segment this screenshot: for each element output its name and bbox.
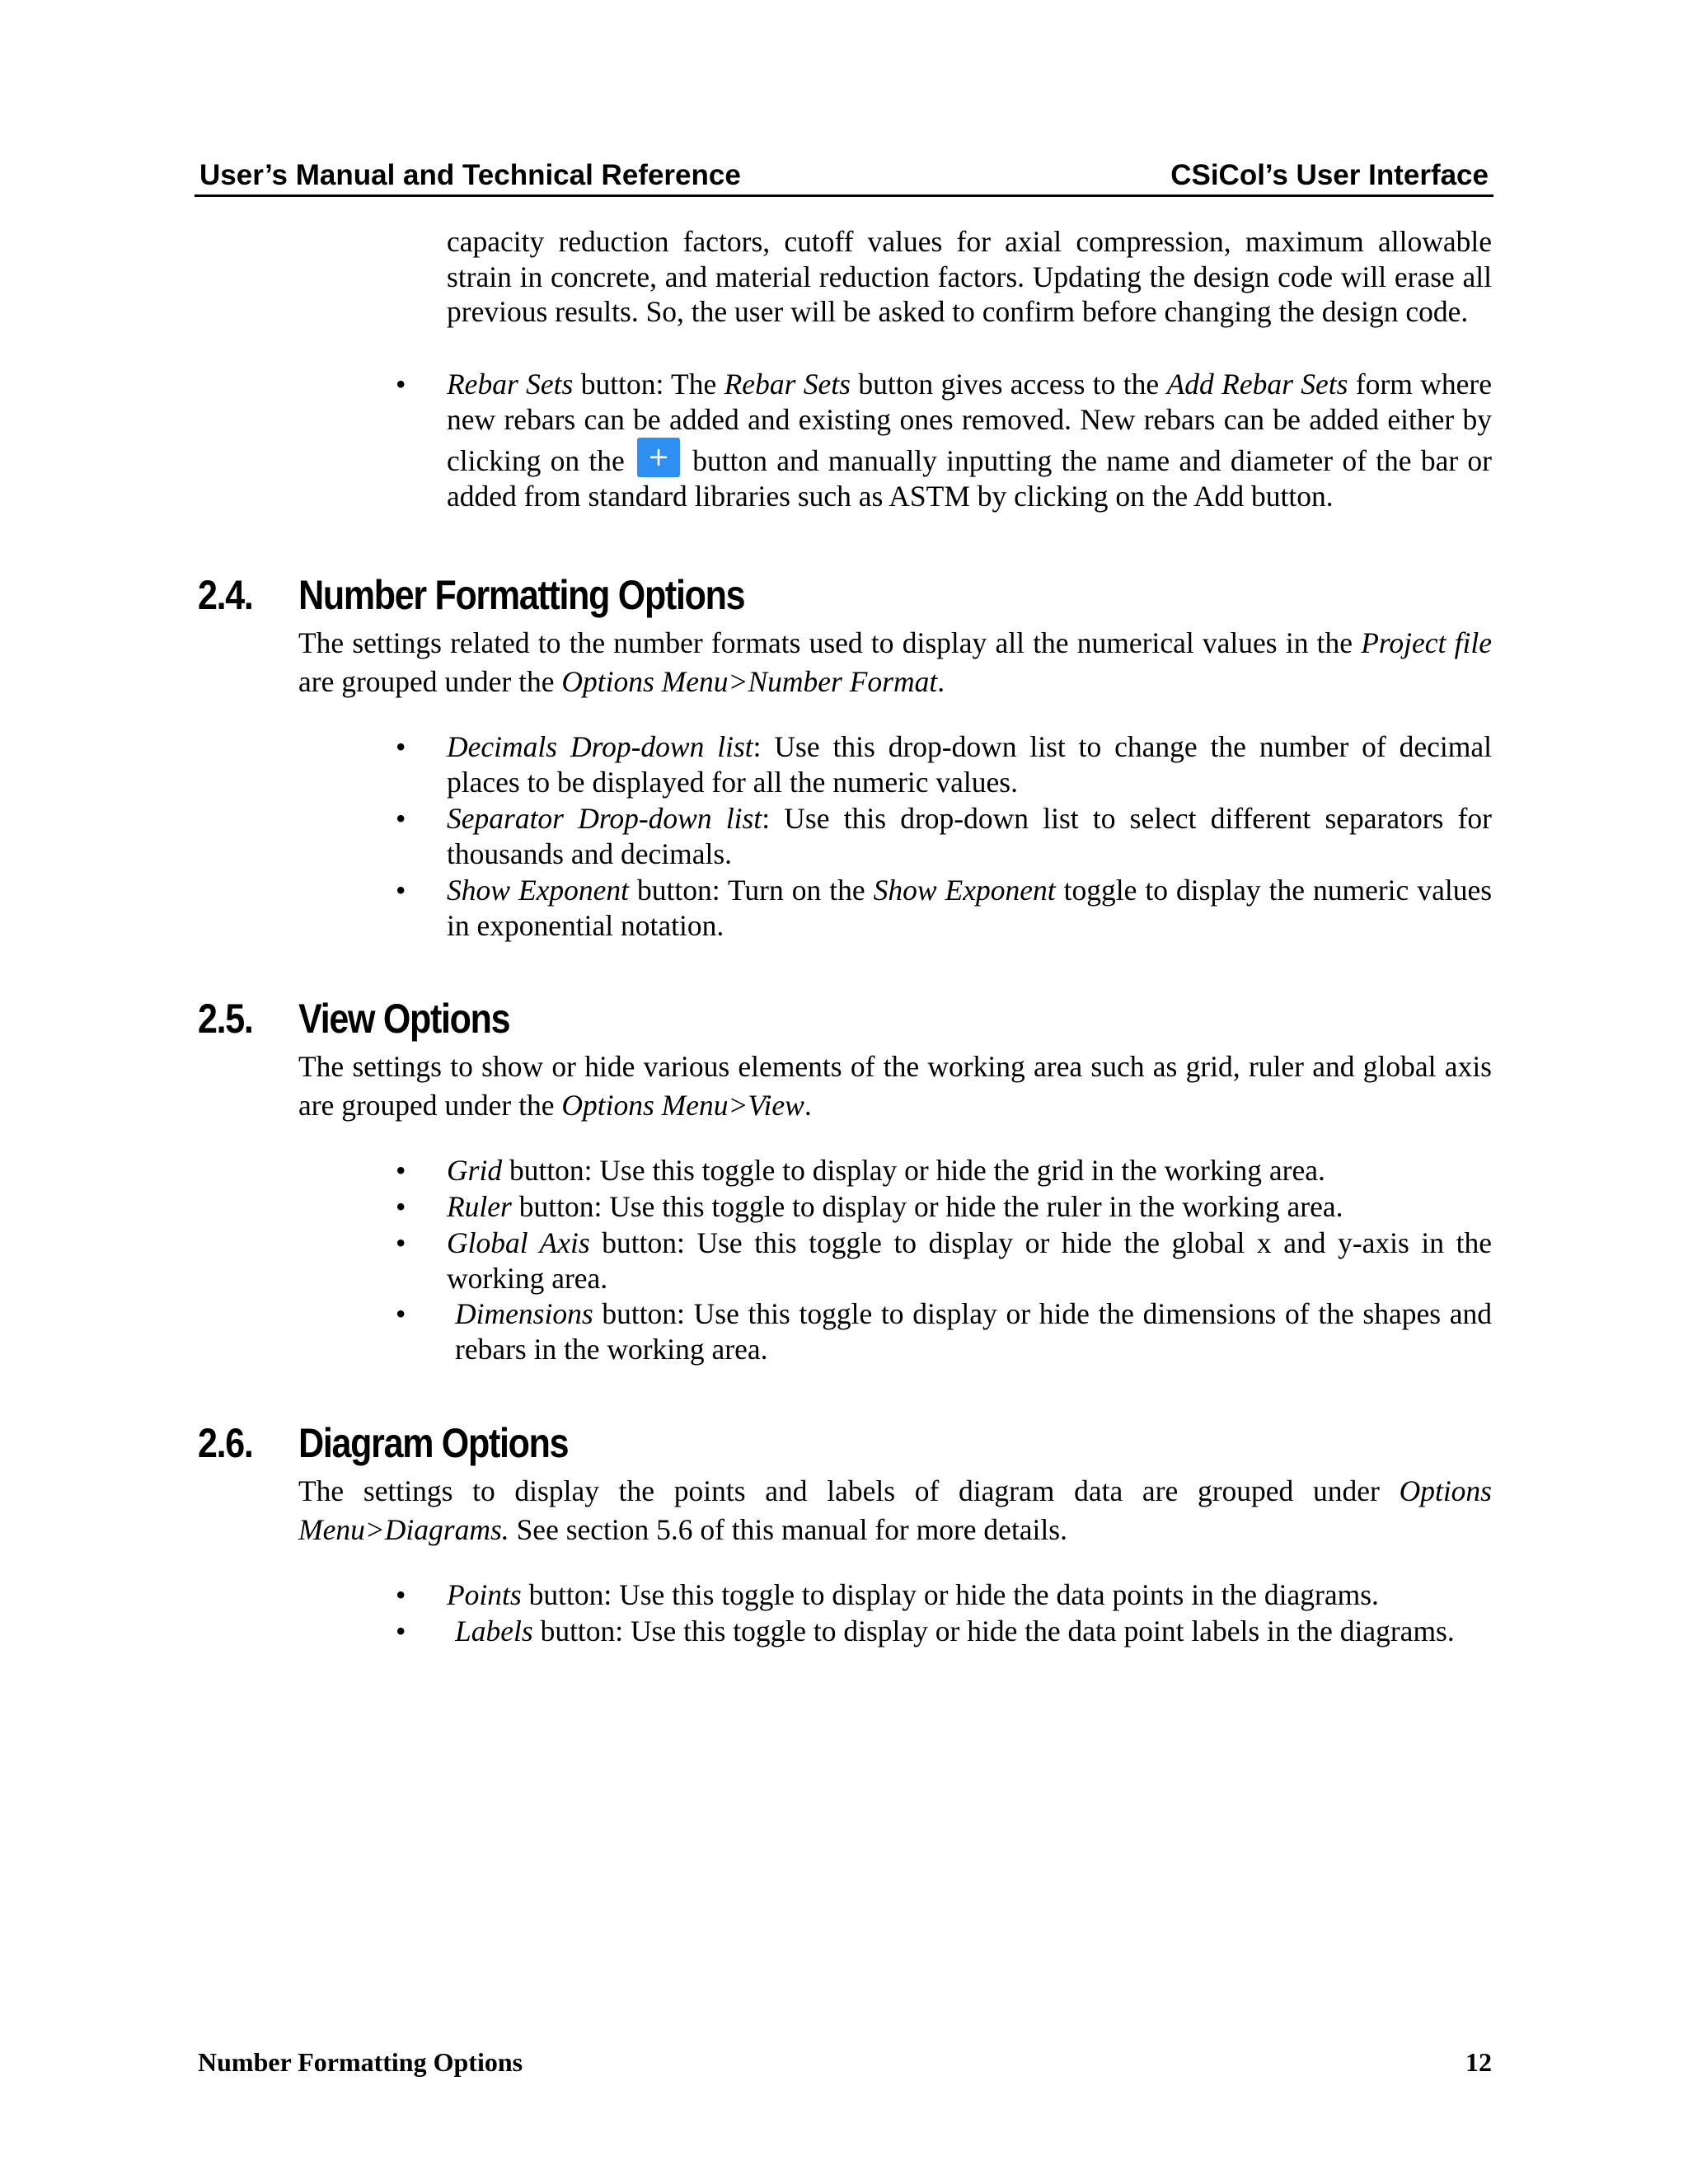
running-header (195, 157, 1493, 197)
list-item-text: Global Axis button: Use this toggle to display or hide the global x and y-axis in the working area. (447, 1226, 1492, 1295)
bullet-icon: • (396, 1226, 406, 1259)
section-number: 2.5. (198, 996, 253, 1042)
list-item-text: Points button: Use this toggle to display or hide the data points in the diagrams. (447, 1578, 1379, 1611)
list-item-text: Separator Drop-down list: Use this drop-down list to select different separators for thousands and decimals. (447, 802, 1492, 870)
section-heading-view-options (198, 994, 509, 1043)
term-rebar-sets: Rebar Sets (447, 368, 574, 401)
header-manual-title: User’s Manual and Technical Reference (199, 159, 741, 191)
section-intro-number-formatting: The settings related to the number formats used to display all the numerical values in the Project file are grouped under the Options Menu>Number Format. (298, 626, 1492, 698)
header-chapter-title: CSiCol’s User Interface (1170, 159, 1489, 191)
rebar-sets-description: Rebar Sets button: The Rebar Sets button gives access to the Add Rebar Sets form where new rebars can be added and existing ones removed. New rebars can be added either by clicking on the + button and manually inputting the name and diameter of the bar or added from standard libraries such as ASTM by clicking on the Add button. (447, 368, 1492, 513)
list-item-text: Ruler button: Use this toggle to display or hide the ruler in the working area. (447, 1190, 1343, 1223)
bullet-icon: • (396, 874, 406, 907)
bullet-icon: • (396, 1190, 406, 1223)
section-title: View Options (298, 996, 510, 1042)
bullet-icon: • (396, 1154, 406, 1187)
section-intro-diagram-options: The settings to display the points and labels of diagram data are grouped under Options Menu>Diagrams. See section 5.6 of this manual for more details. (298, 1474, 1492, 1546)
bullet-icon: • (396, 730, 406, 763)
add-plus-icon: + (637, 438, 680, 477)
continuation-paragraph: capacity reduction factors, cutoff values for axial compression, maximum allowable strain in concrete, and material reduction factors. Updating the design code will erase all previous results. So, the user will be asked to confirm before changing the design code. (447, 225, 1492, 328)
bullet-icon: • (396, 368, 406, 401)
bullet-icon: • (396, 1615, 406, 1647)
list-item-text: Show Exponent button: Turn on the Show Exponent toggle to display the numeric values in exponential notation. (447, 874, 1493, 942)
section-number: 2.4. (198, 572, 253, 618)
bullet-icon: • (396, 802, 406, 835)
list-item-text: Grid button: Use this toggle to display or hide the grid in the working area. (447, 1154, 1325, 1187)
section-number: 2.6. (198, 1420, 253, 1466)
section-title: Number Formatting Options (298, 572, 745, 618)
bullet-icon: • (396, 1297, 406, 1330)
bullet-icon: • (396, 1578, 406, 1611)
section-heading-diagram-options (198, 1418, 568, 1468)
list-item-text: Dimensions button: Use this toggle to display or hide the dimensions of the shapes and rebars in the working area. (455, 1297, 1492, 1366)
page-number: 12 (1465, 2047, 1492, 2077)
footer-section-title: Number Formatting Options (198, 2047, 523, 2077)
section-title: Diagram Options (298, 1420, 569, 1466)
list-item-text: Labels button: Use this toggle to display or hide the data point labels in the diagrams. (455, 1615, 1455, 1647)
section-intro-view-options: The settings to show or hide various elements of the working area such as grid, ruler and global axis are grouped under the Options Menu>View. (298, 1050, 1492, 1122)
list-item-text: Decimals Drop-down list: Use this drop-down list to change the number of decimal places to be displayed for all the numeric values. (447, 730, 1492, 799)
section-heading-number-formatting (198, 570, 744, 620)
